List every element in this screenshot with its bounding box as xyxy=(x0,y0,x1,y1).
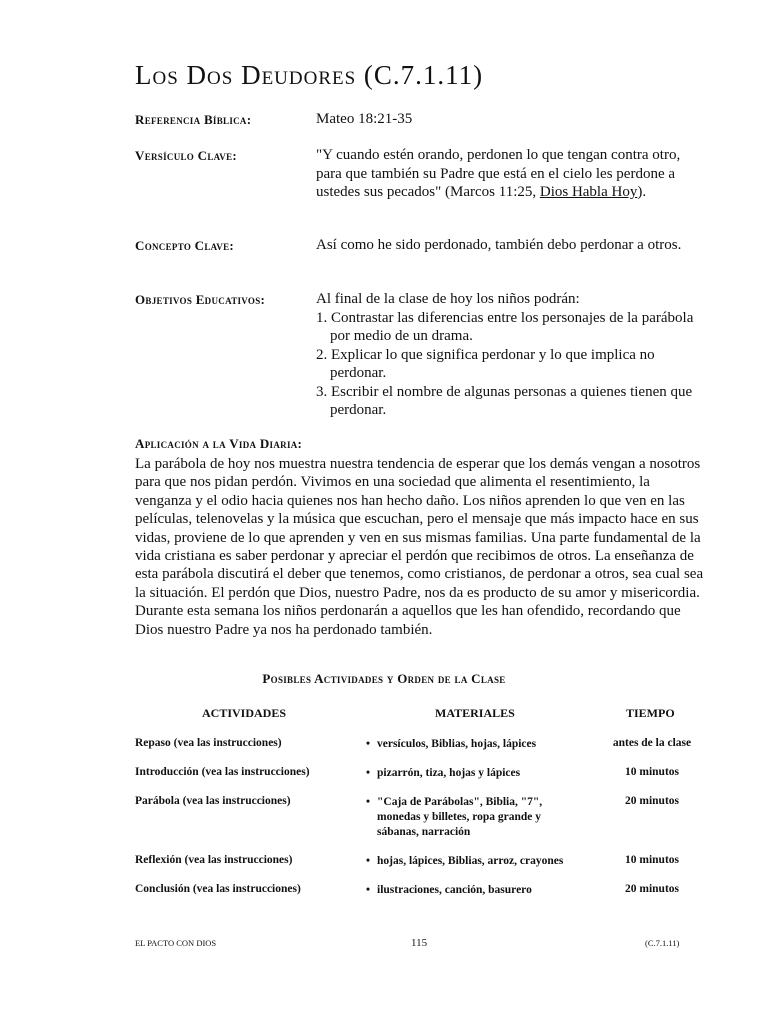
aplicacion-heading: Aplicación a la Vida Diaria: xyxy=(135,436,303,451)
referencia-field xyxy=(135,110,705,130)
concepto-label: Concepto Clave: xyxy=(135,238,235,253)
concepto-field xyxy=(135,236,705,276)
activity-name: Reflexión (vea las instrucciones) xyxy=(135,854,293,866)
activity-name: Repaso (vea las instrucciones) xyxy=(135,737,282,749)
objetivos-field xyxy=(135,290,705,425)
objetivo-item: 1. Contrastar las diferencias entre los personajes de la parábola por medio de un drama. xyxy=(316,309,694,344)
objetivo-item: 2. Explicar lo que significa perdonar y lo que implica no perdonar. xyxy=(316,346,655,381)
referencia-value: Mateo 18:21-35 xyxy=(316,111,413,127)
activity-materials xyxy=(366,883,581,898)
versiculo-label: Versículo Clave: xyxy=(135,148,238,163)
header-materiales: MATERIALES xyxy=(435,706,515,720)
footer-book-title: EL PACTO CON DIOS xyxy=(135,938,217,948)
activity-name: Introducción (vea las instrucciones) xyxy=(135,766,310,778)
header-tiempo: TIEMPO xyxy=(626,706,675,720)
versiculo-text-end: ). xyxy=(637,184,647,200)
objetivos-intro: Al final de la clase de hoy los niños podrán: xyxy=(316,291,580,307)
versiculo-field xyxy=(135,146,705,221)
materials-text: ilustraciones, canción, basurero xyxy=(377,884,532,896)
versiculo-value xyxy=(316,146,706,202)
objetivos-value xyxy=(316,290,706,420)
activity-materials xyxy=(366,854,581,869)
objetivos-list xyxy=(316,309,706,420)
version-link[interactable]: Dios Habla Hoy xyxy=(539,184,638,200)
activity-materials xyxy=(366,737,581,752)
objetivos-label: Objetivos Educativos: xyxy=(135,292,266,307)
materials-text: hojas, lápices, Biblias, arroz, crayones xyxy=(377,855,564,867)
activity-time: 20 minutos xyxy=(625,883,679,895)
bullet-icon: • xyxy=(366,738,371,750)
activity-time: 20 minutos xyxy=(625,795,679,807)
footer-lesson-code: (C.7.1.11) xyxy=(645,938,680,948)
bullet-icon: • xyxy=(366,884,371,896)
concepto-value: Así como he sido perdonado, también debo perdonar a otros. xyxy=(316,237,682,253)
activity-time: antes de la clase xyxy=(612,737,692,749)
page-title: Los Dos Deudores (C.7.1.11) xyxy=(135,60,484,90)
activity-name: Conclusión (vea las instrucciones) xyxy=(135,883,301,895)
page-number: 115 xyxy=(411,937,428,949)
bullet-icon: • xyxy=(366,767,371,779)
activity-materials xyxy=(366,766,581,781)
referencia-label: Referencia Bíblica: xyxy=(135,112,252,127)
materials-text: "Caja de Parábolas", Biblia, "7", monedas y billetes, ropa grande y sábanas, narración xyxy=(377,796,543,838)
materials-text: versículos, Biblias, hojas, lápices xyxy=(377,738,537,750)
actividades-section-title: Posibles Actividades y Orden de la Clase xyxy=(262,671,506,686)
versiculo-text: "Y cuando estén orando, perdonen lo que tengan contra otro, para que también su Padre que está en el cielo les perdone a ustedes sus pecados" (Marcos 11:25, xyxy=(316,147,681,200)
materials-text: pizarrón, tiza, hojas y lápices xyxy=(377,767,521,779)
bullet-icon: • xyxy=(366,855,371,867)
activity-name: Parábola (vea las instrucciones) xyxy=(135,795,291,807)
objetivo-item: 3. Escribir el nombre de algunas personas a quienes tienen que perdonar. xyxy=(316,383,693,418)
activity-time: 10 minutos xyxy=(625,766,679,778)
activity-time: 10 minutos xyxy=(625,854,679,866)
aplicacion-text: La parábola de hoy nos muestra nuestra tendencia de esperar que los demás vengan a nosotros para que nos pidan perdón. Vivimos en una sociedad que alimenta el resentimiento, la venganza y el odio hacia quienes nos han hecho daño. Los niños aprenden lo que ven en las películas, telenovelas y la música que escuchan, pero el mensaje que más impacto hace en sus vidas, proviene de lo que aprenden y ven en sus mismas familias. Una parte fundamental de la vida cristiana es saber perdonar y apreciar el perdón que recibimos de otros. La enseñanza de esta parábola discutirá el deber que tenemos, como cristianos, de perdonar a otros, sea cual sea la situación. El perdón que Dios, nuestro Padre, nos da es producto de su amor y misericordia. Durante esta semana los niños perdonarán a aquellos que les han ofendido, recordando que Dios nuestro Padre ya nos ha perdonado también. xyxy=(135,456,704,638)
activity-materials xyxy=(366,795,581,840)
bullet-icon: • xyxy=(366,796,371,808)
header-actividades: ACTIVIDADES xyxy=(202,706,287,720)
